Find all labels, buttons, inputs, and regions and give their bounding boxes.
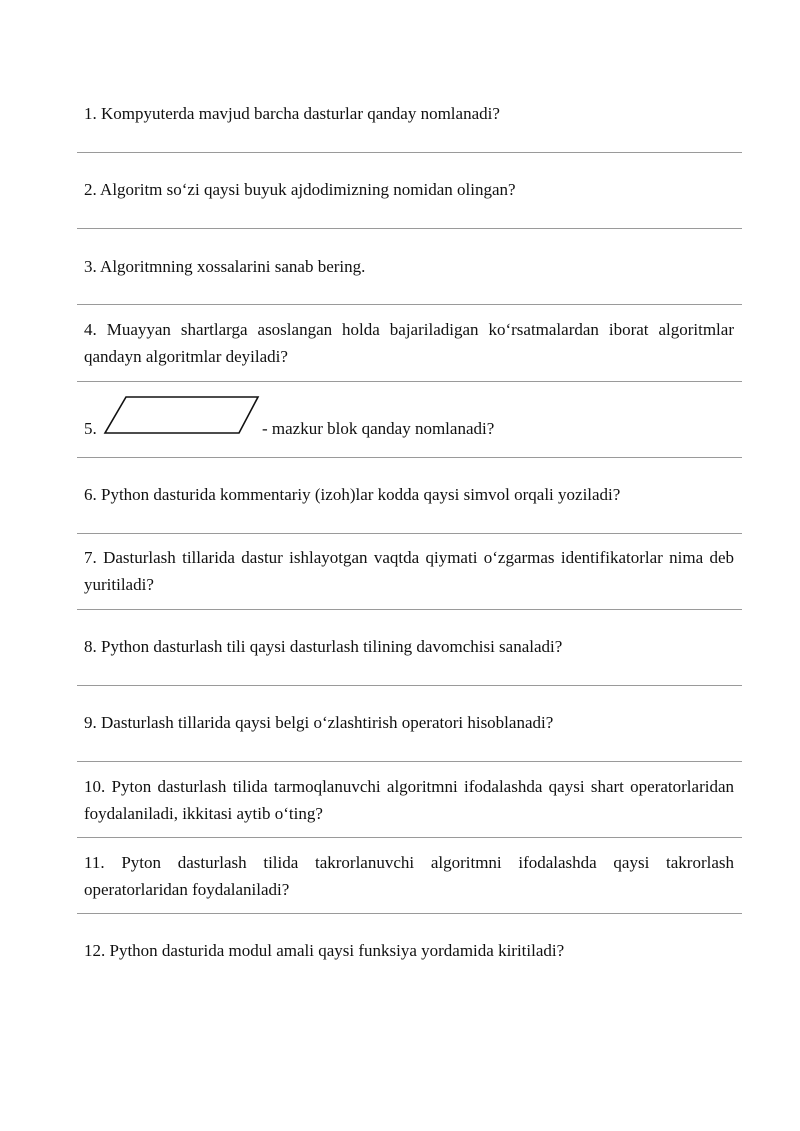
- question-row-5: [77, 382, 742, 458]
- question-1: 1. Kompyuterda mavjud barcha dasturlar qanday nomlanadi?: [84, 104, 500, 123]
- question-3: 3. Algoritmning xossalarini sanab bering.: [84, 257, 366, 276]
- question-9: 9. Dasturlash tillarida qaysi belgi o‘zlashtirish operatori hisoblanadi?: [84, 713, 554, 732]
- question-2: 2. Algoritm so‘zi qaysi buyuk ajdodimizning nomidan olingan?: [84, 180, 516, 199]
- question-8: 8. Python dasturlash tili qaysi dasturlash tilining davomchisi sanaladi?: [84, 637, 563, 656]
- question-row-10: [77, 762, 742, 838]
- question-5-number: 5.: [84, 419, 97, 438]
- question-row-7: [77, 534, 742, 610]
- question-5-text: - mazkur blok qanday nomlanadi?: [262, 419, 495, 438]
- question-row-1: [77, 76, 742, 153]
- question-row-4: [77, 305, 742, 382]
- question-10: 10. Pyton dasturlash tilida tarmoqlanuvchi algoritmni ifodalashda qaysi shart operatorlaridan foydalaniladi, ikkitasi aytib o‘ting?: [84, 777, 734, 823]
- question-row-3: [77, 229, 742, 305]
- question-row-9: [77, 686, 742, 762]
- parallelogram-block-icon: [101, 395, 261, 435]
- question-4: 4. Muayyan shartlarga asoslangan holda bajariladigan ko‘rsatmalardan iborat algoritmlar qandayn algoritmlar deyiladi?: [84, 320, 734, 366]
- question-12: 12. Python dasturida modul amali qaysi funksiya yordamida kiritiladi?: [84, 941, 565, 960]
- question-row-2: [77, 153, 742, 229]
- question-7: 7. Dasturlash tillarida dastur ishlayotgan vaqtda qiymati o‘zgarmas identifikatorlar nima deb yuritiladi?: [84, 548, 734, 594]
- question-11: 11. Pyton dasturlash tilida takrorlanuvchi algoritmni ifodalashda qaysi takrorlash operatorlaridan foydalaniladi?: [84, 853, 734, 899]
- question-row-11: [77, 838, 742, 914]
- question-row-8: [77, 610, 742, 686]
- question-row-6: [77, 458, 742, 534]
- question-row-12: [77, 914, 742, 990]
- question-6: 6. Python dasturida kommentariy (izoh)lar kodda qaysi simvol orqali yoziladi?: [84, 485, 621, 504]
